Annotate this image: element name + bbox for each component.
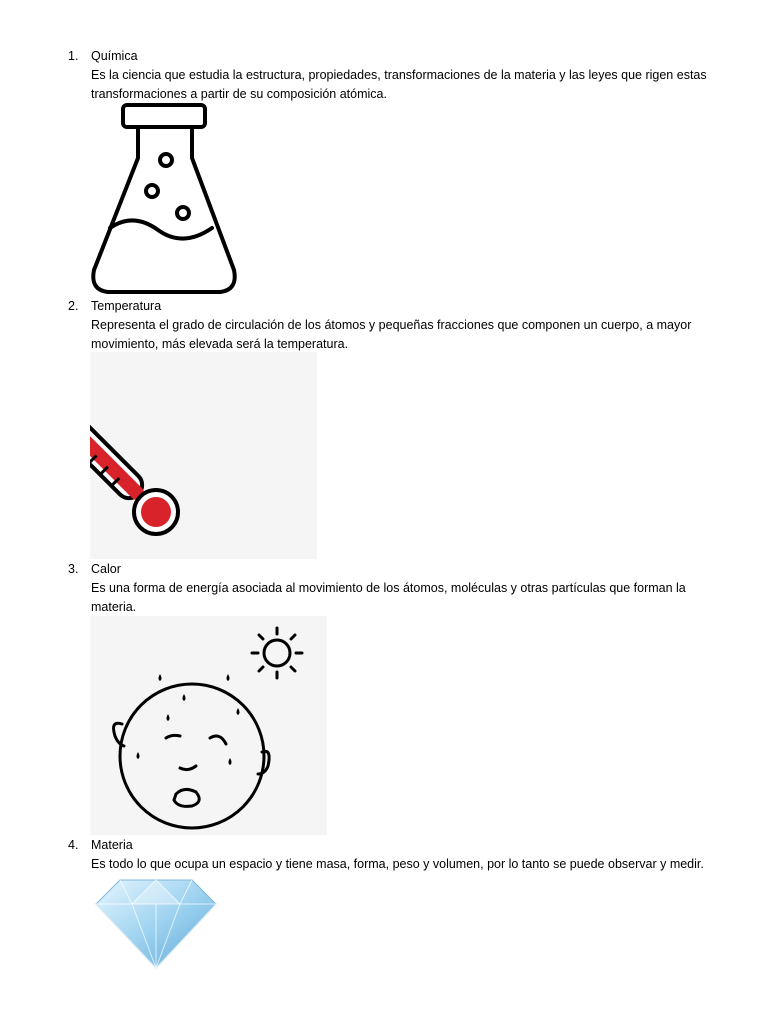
- item-title: Materia: [91, 838, 133, 852]
- thermometer-icon: [90, 352, 317, 559]
- item-number: 4.: [68, 838, 79, 852]
- sweating-face-sun-icon: [90, 616, 327, 835]
- item-title: Química: [91, 49, 138, 63]
- item-description: Es la ciencia que estudia la estructura, propiedades, transformaciones de la materia y las leyes que rigen estas transformaciones a partir de su composición atómica.: [91, 68, 707, 101]
- item-title: Temperatura: [91, 299, 162, 313]
- item-number: 2.: [68, 299, 79, 313]
- item-description: Representa el grado de circulación de los átomos y pequeñas fracciones que componen un cuerpo, a mayor movimiento, más elevada será la temperatura.: [91, 318, 692, 351]
- diamond-icon: [92, 876, 220, 971]
- erlenmeyer-flask-icon: [88, 100, 243, 296]
- item-number: 1.: [68, 49, 79, 63]
- item-number: 3.: [68, 562, 79, 576]
- item-description: Es una forma de energía asociada al movimiento de los átomos, moléculas y otras partículas que forman la materia.: [91, 581, 686, 614]
- item-title: Calor: [91, 562, 121, 576]
- item-description: Es todo lo que ocupa un espacio y tiene masa, forma, peso y volumen, por lo tanto se puede observar y medir.: [91, 857, 704, 871]
